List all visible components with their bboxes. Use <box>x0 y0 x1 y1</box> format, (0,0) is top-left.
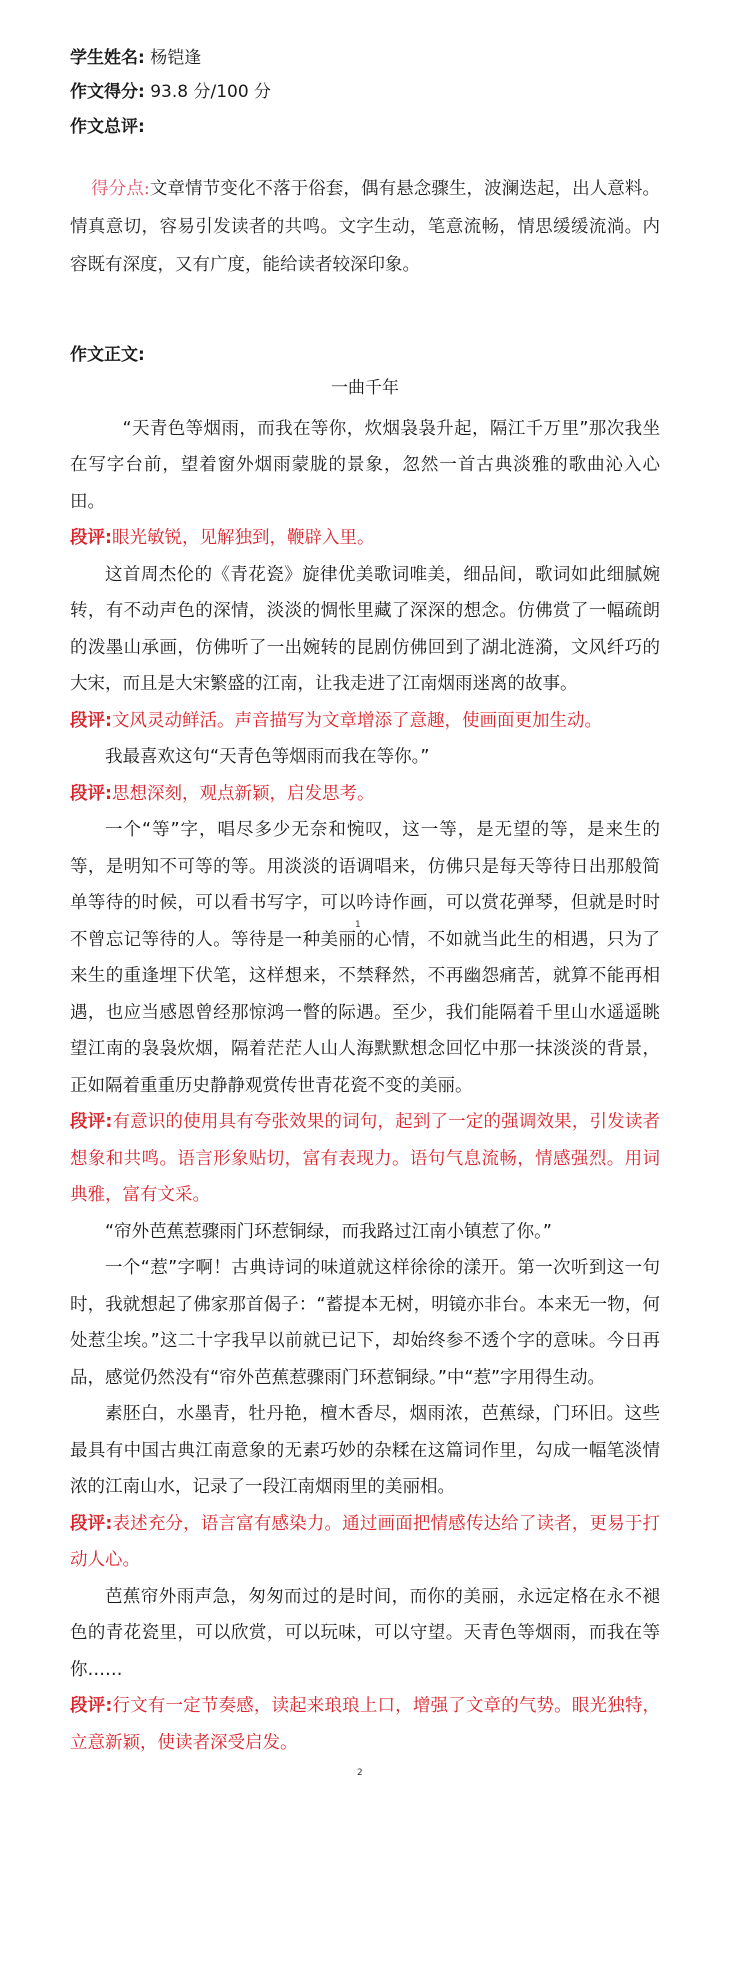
body-heading <box>70 343 145 367</box>
essay-blocks <box>70 411 660 1762</box>
summary-paragraph <box>70 170 660 284</box>
paragraph-review <box>70 1506 660 1579</box>
paragraph-review <box>70 520 660 557</box>
essay-paragraph: 一个“等”字，唱尽多少无奈和惋叹，这一等，是无望的等，是来生的等，是明知不可等的等。用淡淡的语调唱来，仿佛只是每天等待日出那般简单等待的时候，可以看书写字，可以吟诗作画，可以赏花弹琴，但就是时时不曾忘记等待的人。等待是一种美丽的心情，不如就当此生的相遇，只为了来生的重逢埋下伏笔，这样想来，不禁释然，不再幽怨痛苦，就算不能再相遇，也应当感恩曾经那惊鸿一瞥的际遇。至少，我们能隔着千里山水遥遥眺望江南的袅袅炊烟，隔着茫茫人山人海默默想念回忆中那一抹淡淡的背景，正如隔着重重历史静静观赏传世青花瓷不变的美丽。 <box>70 820 660 1096</box>
summary-text: 文章情节变化不落于俗套，偶有悬念骤生，波澜迭起，出人意料。情真意切，容易引发读者的共鸣。文字生动，笔意流畅，情思缓缓流淌。内容既有深度，又有广度，能给读者较深印象。 <box>70 179 660 275</box>
paragraph-review <box>70 1688 660 1761</box>
paragraph-review <box>70 703 660 740</box>
review-label: 段评: <box>70 1696 113 1716</box>
essay-paragraph: 一个“惹”字啊！古典诗词的味道就这样徐徐的漾开。第一次听到这一句时，我就想起了佛家那首偈子：“蓄提本无树，明镜亦非台。本来无一物，何处惹尘埃。”这二十字我早以前就已记下，却始终参不透个字的意味。今日再品，感觉仍然没有“帘外芭蕉惹骤雨门环惹铜绿。”中“惹”字用得生动。 <box>70 1258 660 1388</box>
essay-paragraph: “天青色等烟雨，而我在等你，炊烟袅袅升起，隔江千万里”那次我坐在写字台前，望着窗外烟雨蒙胧的景象，忽然一首古典淡雅的歌曲沁入心田。 <box>70 418 660 512</box>
student-name-row <box>70 46 201 70</box>
review-label: 段评: <box>70 528 112 548</box>
review-label: 段评: <box>70 710 112 731</box>
score-label: 作文得分: <box>70 82 145 102</box>
review-text: 行文有一定节奏感，读起来琅琅上口，增强了文章的气势。眼光独特，立意新颖，使读者深受启发。 <box>70 1696 661 1753</box>
paragraph-review <box>70 776 660 813</box>
body-label: 作文正文: <box>70 345 145 365</box>
page-number: 2 <box>357 1768 363 1778</box>
points-label: 得分点: <box>91 179 150 199</box>
paragraph-review <box>70 1104 660 1214</box>
essay-paragraph: 芭蕉帘外雨声急，匆匆而过的是时间，而你的美丽，永远定格在永不褪色的青花瓷里，可以欣赏，可以玩味，可以守望。天青色等烟雨，而我在等你…… <box>70 1586 660 1680</box>
review-text: 眼光敏锐，见解独到，鞭辟入里。 <box>112 528 375 548</box>
review-text: 有意识的使用具有夸张效果的词句，起到了一定的强调效果，引发读者想象和共鸣。语言形象贴切，富有表现力。语句气息流畅，情感强烈。用词典雅，富有文采。 <box>70 1112 661 1205</box>
summary-label: 作文总评: <box>70 117 145 137</box>
essay-paragraph: 我最喜欢这句“天青色等烟雨而我在等你。” <box>105 747 430 767</box>
score-value: 93.8 分/100 分 <box>150 82 272 102</box>
summary-heading <box>70 115 145 139</box>
essay-body <box>70 370 660 1761</box>
essay-title: 一曲千年 <box>331 378 399 398</box>
essay-paragraph: 这首周杰伦的《青花瓷》旋律优美歌词唯美，细品间，歌词如此细腻婉转，有不动声色的深情，淡淡的惆怅里藏了深深的想念。仿佛赏了一幅疏朗的泼墨山承画，仿佛听了一出婉转的昆剧仿佛回到了湖北涟漪，文风纤巧的大宋，而且是大宋繁盛的江南，让我走进了江南烟雨迷离的故事。 <box>70 564 660 694</box>
review-text: 思想深刻，观点新颖，启发思考。 <box>112 783 375 804</box>
review-label: 段评: <box>70 1112 113 1132</box>
essay-paragraph: 素胚白，水墨青，牡丹艳，檀木香尽，烟雨浓，芭蕉绿，门环旧。这些最具有中国古典江南意象的无素巧妙的杂糅在这篇词作里，勾成一幅笔淡情浓的江南山水，记录了一段江南烟雨里的美丽相。 <box>70 1404 660 1497</box>
review-label: 段评: <box>70 1513 113 1534</box>
review-label: 段评: <box>70 783 112 804</box>
page-number: 1 <box>355 920 361 930</box>
essay-paragraph: “帘外芭蕉惹骤雨门环惹铜绿，而我路过江南小镇惹了你。” <box>105 1221 552 1242</box>
student-name-label: 学生姓名: <box>70 48 145 68</box>
review-text: 文风灵动鲜活。声音描写为文章增添了意趣，使画面更加生动。 <box>112 710 602 731</box>
score-row <box>70 80 271 104</box>
student-name: 杨铠逢 <box>150 48 202 68</box>
review-text: 表述充分，语言富有感染力。通过画面把情感传达给了读者，更易于打动人心。 <box>70 1513 661 1570</box>
